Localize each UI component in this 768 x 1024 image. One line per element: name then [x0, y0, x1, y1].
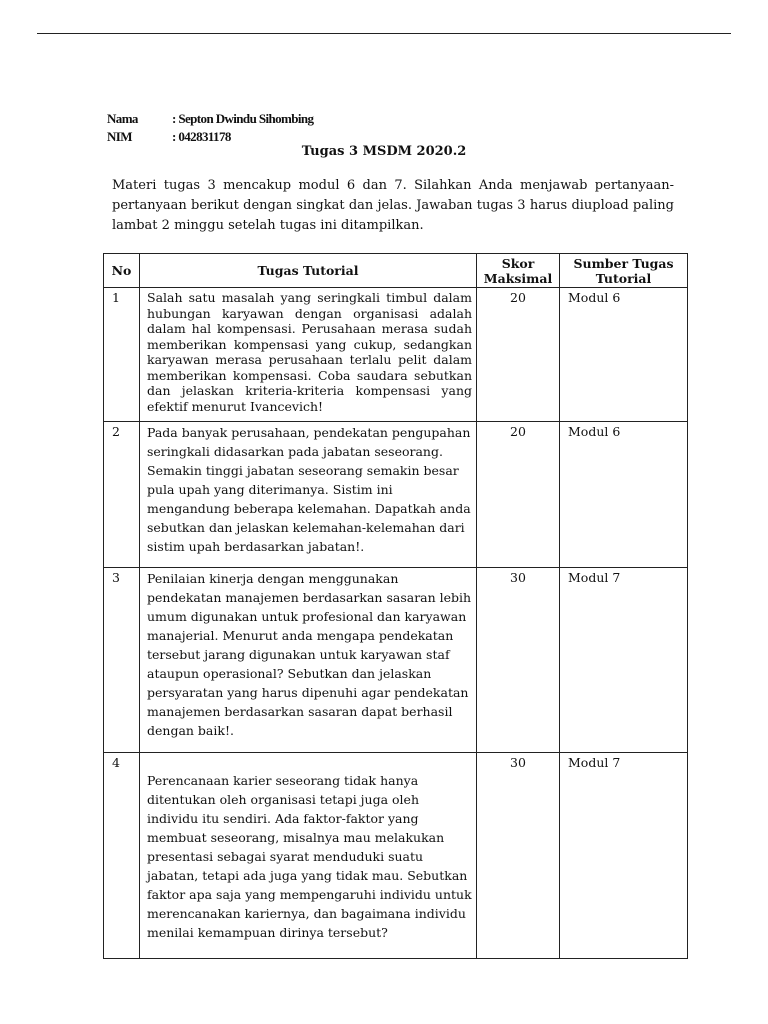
score-cell: 20: [477, 422, 560, 568]
task-cell: [140, 568, 477, 753]
row-number: 4: [104, 753, 140, 959]
header-source: Sumber Tugas Tutorial: [560, 254, 688, 288]
task-cell: [140, 288, 477, 422]
task-text: Penilaian kinerja dengan menggunakan pendekatan manajemen berdasarkan sasaran lebih umum digunakan untuk profesional dan karyawan manajerial. Menurut anda mengapa pendekatan tersebut jarang digunakan untuk karyawan staf ataupun operasional? Sebutkan dan jelaskan persyaratan yang harus dipenuhi agar pendekatan manajemen berdasarkan sasaran dapat berhasil dengan baik!.: [147, 571, 472, 738]
source-cell: Modul 7: [560, 568, 688, 753]
header-score: Skor Maksimal: [477, 254, 560, 288]
task-text: Perencanaan karier seseorang tidak hanya ditentukan oleh organisasi tetapi juga oleh individu itu sendiri. Ada faktor-faktor yang membuat seseorang, misalnya mau melakukan presentasi sebagai syarat menduduki suatu jabatan, tetapi ada juga yang tidak mau. Sebutkan faktor apa saja yang mempengaruhi individu untuk merencanakan kariernya, dan bagaimana individu menilai kemampuan dirinya tersebut?: [147, 773, 472, 940]
source-cell: Modul 7: [560, 753, 688, 959]
nim-value: : 042831178: [172, 129, 231, 144]
table-row: [104, 288, 688, 422]
table-row: [104, 753, 688, 959]
task-text: Pada banyak perusahaan, pendekatan pengupahan seringkali didasarkan pada jabatan seseorang. Semakin tinggi jabatan seseorang semakin besar pula upah yang diterimanya. Sistim ini mengandung beberapa kelemahan. Dapatkah anda sebutkan dan jelaskan kelemahan-kelemahan dari sistim upah berdasarkan jabatan!.: [147, 425, 471, 554]
row-number: 1: [104, 288, 140, 422]
name-line: [107, 111, 313, 127]
top-divider: [37, 33, 731, 34]
row-number: 3: [104, 568, 140, 753]
table-row: [104, 568, 688, 753]
table-header-row: [104, 254, 688, 288]
intro-paragraph: Materi tugas 3 mencakup modul 6 dan 7. Silahkan Anda menjawab pertanyaan-pertanyaan berikut dengan singkat dan jelas. Jawaban tugas 3 harus diupload paling lambat 2 minggu setelah tugas ini ditampilkan.: [112, 178, 674, 233]
source-cell: Modul 6: [560, 422, 688, 568]
row-number: 2: [104, 422, 140, 568]
document-title: Tugas 3 MSDM 2020.2: [301, 144, 467, 159]
task-table: [103, 253, 688, 959]
nim-label: NIM: [107, 129, 132, 144]
score-cell: 20: [477, 288, 560, 422]
source-cell: Modul 6: [560, 288, 688, 422]
name-value: : Septon Dwindu Sihombing: [172, 111, 314, 126]
name-label: Nama: [107, 111, 138, 126]
task-text: Salah satu masalah yang seringkali timbul dalam hubungan karyawan dengan organisasi adalah dalam hal kompensasi. Perusahaan merasa sudah memberikan kompensasi yang cukup, sedangkan karyawan merasa perusahaan terlalu pelit dalam memberikan kompensasi. Coba saudara sebutkan dan jelaskan kriteria-kriteria kompensasi yang efektif menurut Ivancevich!: [147, 290, 472, 414]
task-cell: [140, 753, 477, 959]
score-cell: 30: [477, 568, 560, 753]
header-no: No: [104, 254, 140, 288]
task-cell: [140, 422, 477, 568]
nim-line: [107, 129, 231, 145]
table-row: [104, 422, 688, 568]
score-cell: 30: [477, 753, 560, 959]
header-task: Tugas Tutorial: [140, 254, 477, 288]
